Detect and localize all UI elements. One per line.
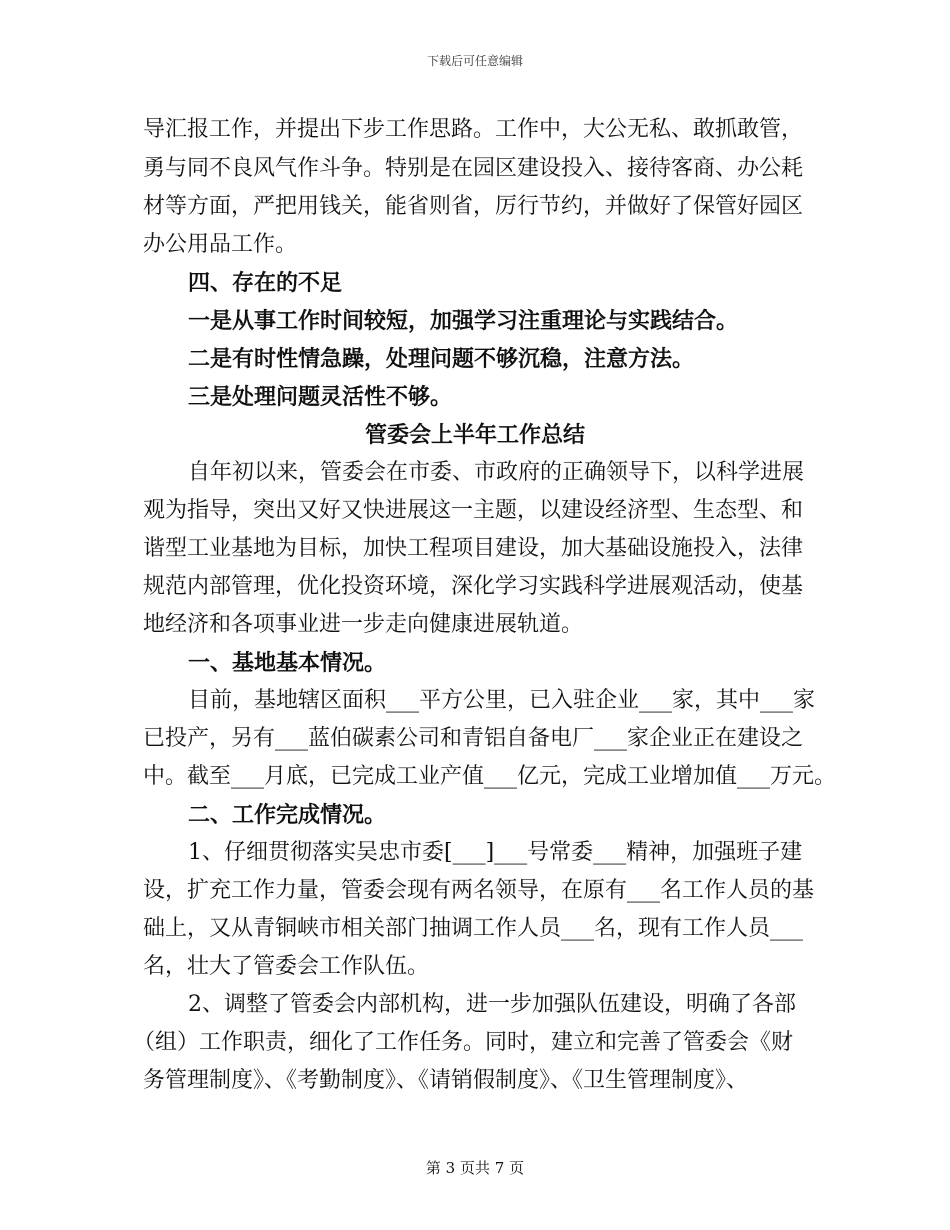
section-heading: 一、基地基本情况。	[188, 650, 387, 676]
body-line: 谐型工业基地为目标，加快工程项目建设，加大基础设施投入，法律	[143, 536, 804, 561]
body-line: （组）工作职责，细化了工作任务。同时，建立和完善了管委会《财	[133, 1030, 794, 1055]
body-line: 导汇报工作，并提出下步工作思路。工作中，大公无私、敢抓敢管，	[143, 117, 804, 142]
body-line: 设，扩充工作力量，管委会现有两名领导，在原有___名工作人员的基	[143, 878, 815, 903]
body-line: 目前，基地辖区面积___平方公里，已入驻企业___家，其中___家	[188, 688, 816, 713]
body-line: 1、仔细贯彻落实吴忠市委[___]___号常委___精神，加强班子建	[188, 840, 803, 865]
body-line: 地经济和各项事业进一步走向健康进展轨道。	[143, 612, 584, 637]
section-heading: 二、工作完成情况。	[188, 802, 387, 828]
body-line: 材等方面，严把用钱关，能省则省，厉行节约，并做好了保管好园区	[143, 194, 804, 219]
section-heading: 四、存在的不足	[188, 270, 343, 296]
body-line: 勇与同不良风气作斗争。特别是在园区建设投入、接待客商、办公耗	[143, 156, 804, 181]
body-line: 观为指导，突出又好又快进展这一主题，以建设经济型、生态型、和	[143, 498, 804, 523]
body-line: 名，壮大了管委会工作队伍。	[143, 954, 430, 979]
document-title: 管委会上半年工作总结	[364, 422, 585, 448]
body-line: 2、调整了管委会内部机构，进一步加强队伍建设，明确了各部	[188, 992, 796, 1017]
page-header: 下载后可任意编辑	[426, 54, 523, 68]
body-line: 础上，又从青铜峡市相关部门抽调工作人员___名，现有工作人员___	[143, 916, 804, 941]
body-line: 二是有时性情急躁，处理问题不够沉稳，注意方法。	[188, 346, 695, 372]
body-line: 自年初以来，管委会在市委、市政府的正确领导下，以科学进展	[188, 460, 805, 485]
body-line: 一是从事工作时间较短，加强学习注重理论与实践结合。	[188, 308, 739, 334]
body-line: 规范内部管理，优化投资环境，深化学习实践科学进展观活动，使基	[143, 574, 804, 599]
body-line: 务管理制度》、《考勤制度》、《请销假制度》、《卫生管理制度》、	[143, 1068, 749, 1093]
body-line: 三是处理问题灵活性不够。	[188, 384, 453, 410]
body-line: 办公用品工作。	[143, 232, 298, 257]
body-line: 中。截至___月底，已完成工业产值___亿元，完成工业增加值___万元。	[143, 764, 837, 789]
body-line: 已投产，另有___蓝伯碳素公司和青铝自备电厂___家企业正在建设之	[143, 726, 804, 751]
page-footer: 第 3 页共 7 页	[425, 1159, 525, 1177]
